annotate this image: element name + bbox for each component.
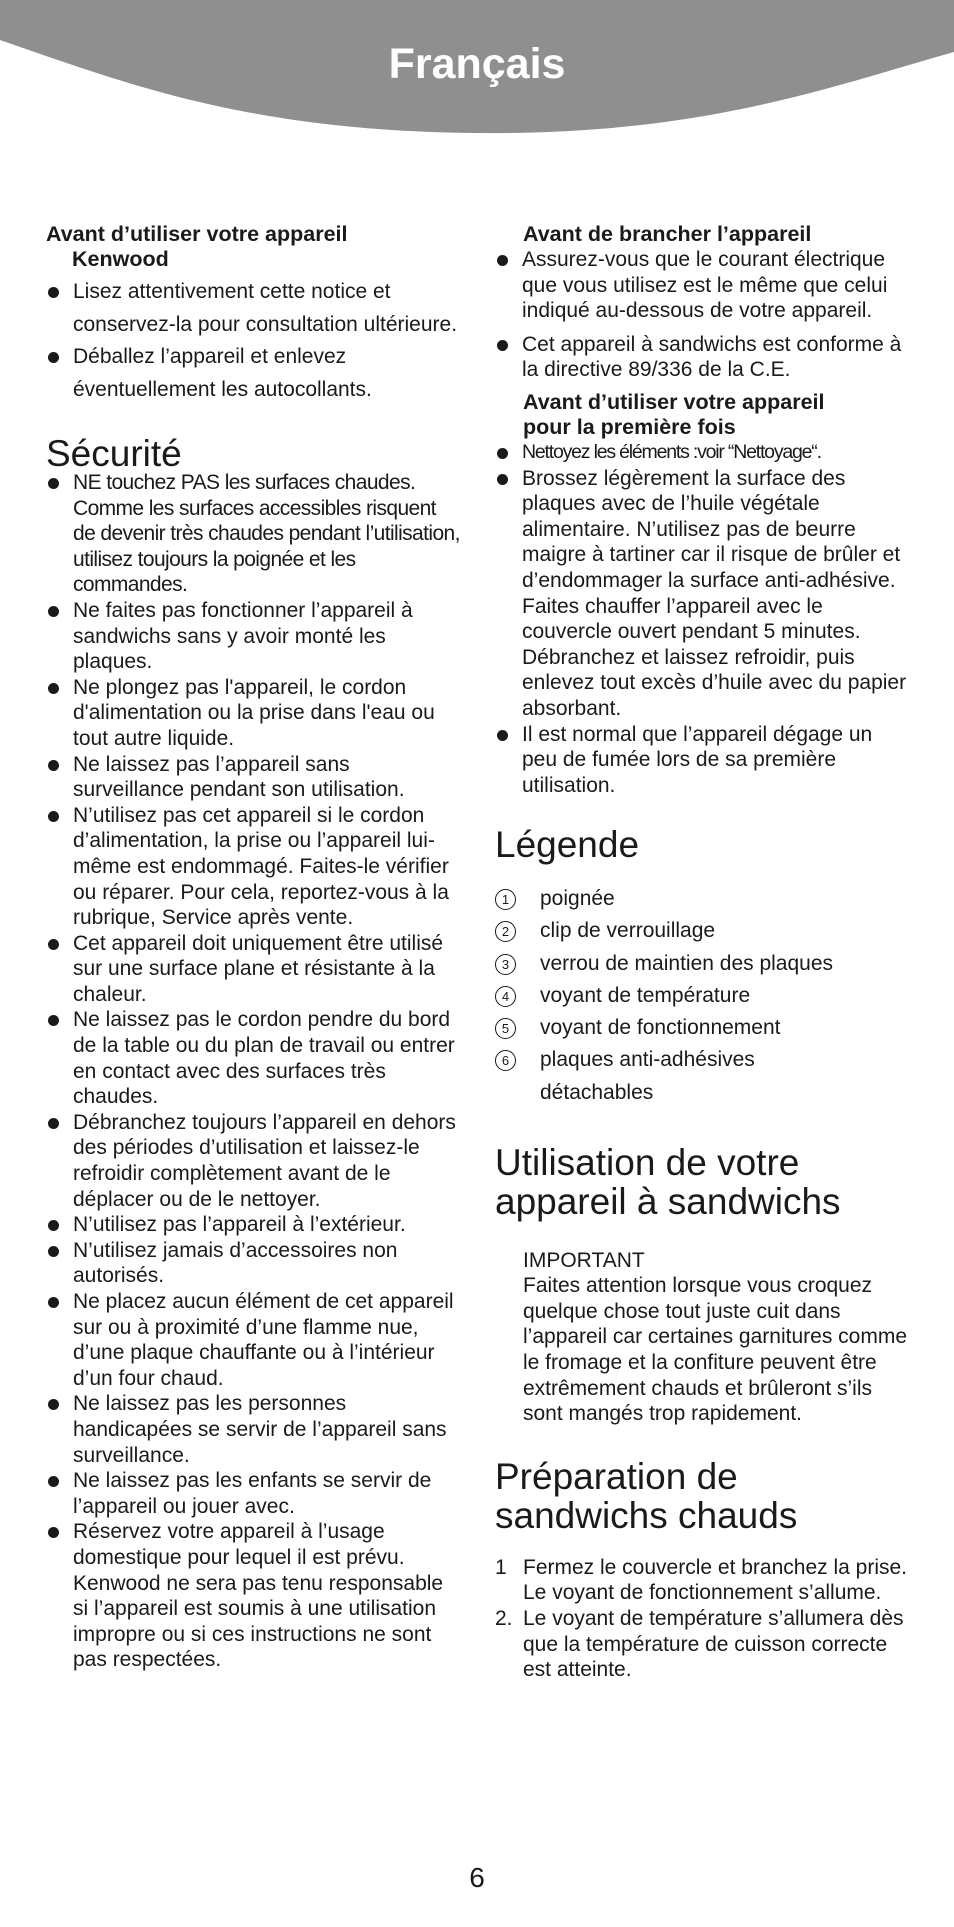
list-item-text: Ne laissez pas l’appareil sans surveillance pendant son utilisation. [73,752,405,802]
list-item-text: N’utilisez pas l’appareil à l’extérieur. [73,1213,406,1237]
bullet-icon [48,478,59,489]
list-item [46,1391,461,1468]
list-item-text: Ne laissez pas le cordon pendre du bord de la table ou du plan de travail ou entrer en contact avec des surfaces très chaudes. [73,1008,455,1109]
list-item-text: Ne placez aucun élément de cet appareil sur ou à proximité d’une flamme nue, d’une plaque chauffante ou à l’intérieur d’un four chaud. [73,1290,454,1390]
bullet-icon [48,683,59,694]
list-item-text: Assurez-vous que le courant électrique que vous utilisez est le même que celui indiqué au-dessous de votre appareil. [522,248,888,323]
safety-title: Sécurité [46,433,182,474]
circled-number-icon: 3 [495,954,516,975]
usage-title-line1: Utilisation de votre [495,1141,800,1183]
list-item [46,276,461,341]
bullet-icon [497,340,508,351]
bullet-icon [48,352,59,363]
list-item-text: N’utilisez jamais d’accessoires non autorisés. [73,1238,398,1288]
bullet-icon [48,1527,59,1538]
legend-item [495,980,910,1012]
bullet-icon [48,1246,59,1257]
usage-title-line2: appareil à sandwichs [495,1180,841,1222]
bullet-icon [48,1118,59,1129]
step-text: Le voyant de température s’allumera dès que la température de cuisson correcte est atteinte. [523,1607,904,1682]
first-use-heading-line1: Avant d’utiliser votre appareil [523,389,825,414]
legend-list [495,883,910,1108]
page-number: 6 [469,1862,485,1893]
list-item-text: Il est normal que l’appareil dégage un peu de fumée lors de sa première utilisation. [522,722,873,797]
bullet-icon [48,1220,59,1231]
circled-number-icon: 4 [495,986,516,1007]
list-item [46,803,461,931]
list-item [46,1238,461,1289]
list-item [46,1289,461,1391]
list-item-text: Débranchez toujours l’appareil en dehors des périodes d’utilisation et laissez-le refroidir complètement avant de le déplacer ou de le nettoyer. [73,1110,456,1211]
list-item [46,598,461,675]
list-item [46,1212,461,1238]
list-item [495,332,910,383]
legend-item [495,948,910,980]
circled-number-icon: 6 [495,1050,516,1071]
bullet-icon [48,760,59,771]
prep-title-line2: sandwichs chauds [495,1494,798,1536]
list-item [495,466,910,722]
bullet-icon [48,811,59,822]
right-column [495,222,910,1683]
usage-title [495,1143,910,1221]
language-header [0,0,954,150]
legend-label: voyant de température [540,983,751,1007]
before-use-heading [46,222,461,272]
list-item-text: Ne laissez pas les personnes handicapées se servir de l’appareil sans surveillance. [73,1392,447,1467]
bullet-icon [497,255,508,266]
important-text: Faites attention lorsque vous croquez quelque chose tout juste cuit dans l’appareil car certaines garnitures comme le fromage et la confiture peuvent être extrêmement chauds et brûleront s’ils sont mangés trop rapidement. [523,1274,907,1426]
bullet-icon [48,1015,59,1026]
step-number: 2. [495,1607,513,1631]
list-item-text: N’utilisez pas cet appareil si le cordon d’alimentation, la prise ou l’appareil lui-même est endommagé. Faites-le vérifier ou réparer. Pour cela, reportez-vous à la rubrique, Service après vente. [73,803,449,930]
legend-label: poignée [540,887,615,911]
first-use-list [495,440,910,798]
bullet-icon [48,606,59,617]
bullet-icon [497,730,508,741]
step-text: Fermez le couvercle et branchez la prise. Le voyant de fonctionnement s’allume. [523,1555,907,1605]
list-item-text: Brossez légèrement la surface des plaques avec de l’huile végétale alimentaire. N’utilisez pas de beurre maigre à tartiner car il risque de brûler et d’endommager la surface anti-adhésive. Faites chauffer l’appareil avec le couvercle ouvert pendant 5 minutes. Débranchez et laissez refroidir, puis enlevez tout excès d’huile avec du papier absorbant. [522,466,907,720]
list-item [46,675,461,752]
circled-number-icon: 2 [495,921,516,942]
prep-title-line1: Préparation de [495,1455,738,1497]
legend-item [495,1044,910,1108]
prep-title [495,1457,910,1535]
important-note [495,1248,910,1427]
list-item-text: Réservez votre appareil à l’usage domestique pour lequel il est prévu. Kenwood ne sera pas tenu responsable si l’appareil est soumis à une utilisation impropre ou si ces instructions ne sont pas respectées. [73,1520,444,1672]
bullet-icon [48,939,59,950]
list-item [46,931,461,1008]
bullet-icon [497,474,508,485]
list-item [46,470,461,598]
prep-steps [495,1555,910,1683]
before-use-list [46,276,461,406]
list-item-text: Cet appareil à sandwichs est conforme à la directive 89/336 de la C.E. [522,332,902,382]
list-item [495,722,910,799]
legend-label: plaques anti-adhésives détachables [540,1048,755,1104]
list-item-text: Ne faites pas fonctionner l’appareil à sandwichs sans y avoir monté les plaques. [73,598,413,674]
list-item [46,1110,461,1212]
before-use-heading-line2: Kenwood [72,247,169,271]
left-column [46,222,461,1673]
step-item [495,1606,910,1683]
bullet-icon [48,1476,59,1487]
bullet-icon [48,287,59,298]
first-use-heading-line2: pour la première fois [523,414,736,439]
list-item-text: NE touchez PAS les surfaces chaudes. Comme les surfaces accessibles risquent de devenir très chaudes pendant l’utilisation, utilisez toujours la poignée et les commandes. [73,471,460,597]
legend-label: verrou de maintien des plaques [540,951,834,975]
list-item [46,1519,461,1673]
language-title: Français [388,40,566,88]
list-item-text: Lisez attentivement cette notice et conservez-la pour consultation ultérieure. [73,280,458,336]
step-number: 1 [495,1555,507,1579]
legend-title: Légende [495,824,640,866]
list-item [46,1468,461,1519]
bullet-icon [497,448,508,459]
bullet-icon [48,1399,59,1410]
circled-number-icon: 1 [495,889,516,910]
first-use-heading [495,390,910,440]
legend-label: clip de verrouillage [540,919,716,943]
list-item [495,247,910,324]
step-item [495,1555,910,1606]
legend-item [495,915,910,947]
list-item-text: Cet appareil doit uniquement être utilisé sur une surface plane et résistante à la chaleur. [73,931,444,1006]
before-use-heading-line1: Avant d’utiliser votre appareil [46,222,348,246]
legend-item [495,1012,910,1044]
legend-item [495,883,910,915]
before-plug-list [495,247,910,383]
important-label: IMPORTANT [523,1248,645,1272]
before-plug-heading: Avant de brancher l’appareil [523,222,812,246]
list-item-text: Déballez l’appareil et enlevez éventuellement les autocollants. [73,345,372,401]
list-item [46,1007,461,1109]
list-item-text: Ne plongez pas l'appareil, le cordon d'alimentation ou la prise dans l'eau ou tout autre liquide. [73,675,435,750]
safety-list [46,470,461,1673]
legend-label: voyant de fonctionnement [540,1016,781,1040]
list-item-text: Nettoyez les éléments :voir “Nettoyage“. [522,440,821,463]
list-item [495,440,910,466]
list-item [46,752,461,803]
bullet-icon [48,1297,59,1308]
list-item [46,341,461,406]
list-item-text: Ne laissez pas les enfants se servir de l’appareil ou jouer avec. [73,1469,432,1518]
circled-number-icon: 5 [495,1018,516,1039]
